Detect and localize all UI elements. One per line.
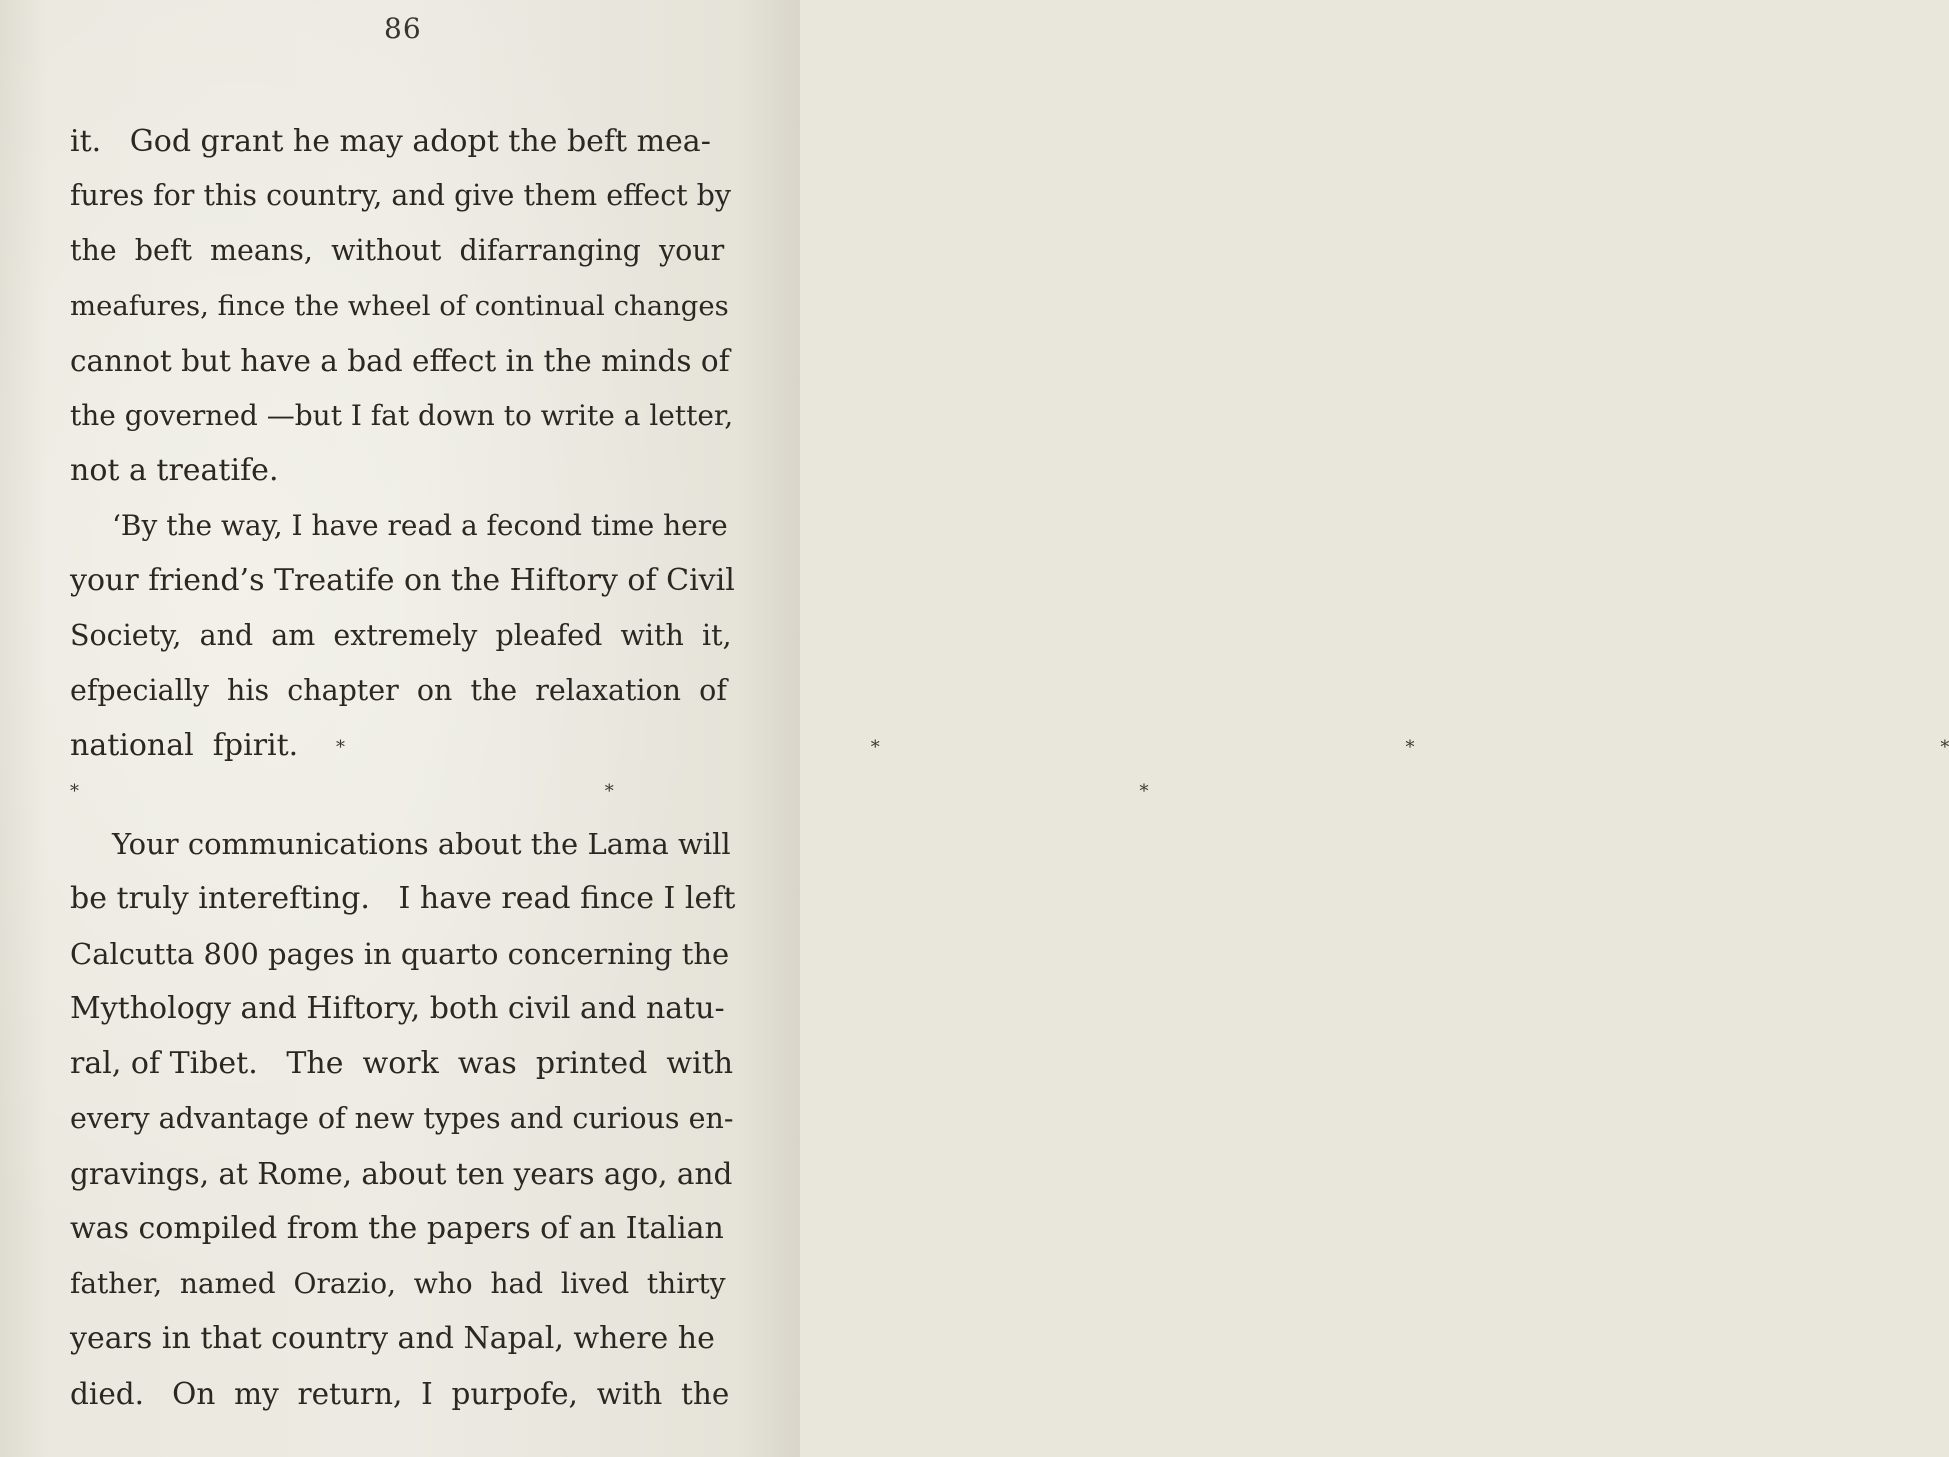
text-line: was compiled from the papers of an Italian [70, 1211, 724, 1246]
text-line: every advantage of new types and curious en- [70, 1102, 734, 1135]
asterisk-separator: * * * * [336, 737, 1949, 758]
text-line: died. On my return, I purpofe, with the [70, 1377, 730, 1411]
text-line: the beft means, without difarranging your [70, 234, 725, 267]
text-line: Society, and am extremely pleafed with it, [70, 619, 732, 652]
text-line: meafures, fince the wheel of continual changes [70, 290, 729, 322]
text-line: Your communications about the Lama will [112, 827, 731, 861]
text-line: ral, of Tibet. The work was printed with [70, 1046, 734, 1081]
page-number: 86 [384, 12, 422, 45]
text-line: Mythology and Hiftory, both civil and natu- [70, 991, 725, 1026]
text-line: not a treatife. [70, 453, 279, 488]
text-line: fures for this country, and give them effect by [70, 179, 732, 212]
text-line: national fpirit. [70, 728, 299, 763]
text-line: be truly interefting. I have read fince I left [70, 881, 736, 916]
text-line: your friend’s Treatife on the Hiftory of Civil [70, 563, 735, 598]
text-line: gravings, at Rome, about ten years ago, and [70, 1157, 733, 1191]
text-line: cannot but have a bad effect in the minds of [70, 344, 730, 378]
text-line: efpecially his chapter on the relaxation of [70, 674, 727, 707]
text-line: years in that country and Napal, where he [70, 1321, 715, 1356]
text-line: the governed —but I fat down to write a letter, [70, 399, 734, 432]
text-line: it. God grant he may adopt the beft mea- [70, 124, 711, 159]
asterisk-separator: * * * [70, 781, 1149, 802]
text-line: Calcutta 800 pages in quarto concerning the [70, 937, 730, 971]
text-line: father, named Orazio, who had lived thirty [70, 1267, 726, 1300]
text-line: ‘By the way, I have read a fecond time here [112, 509, 728, 542]
